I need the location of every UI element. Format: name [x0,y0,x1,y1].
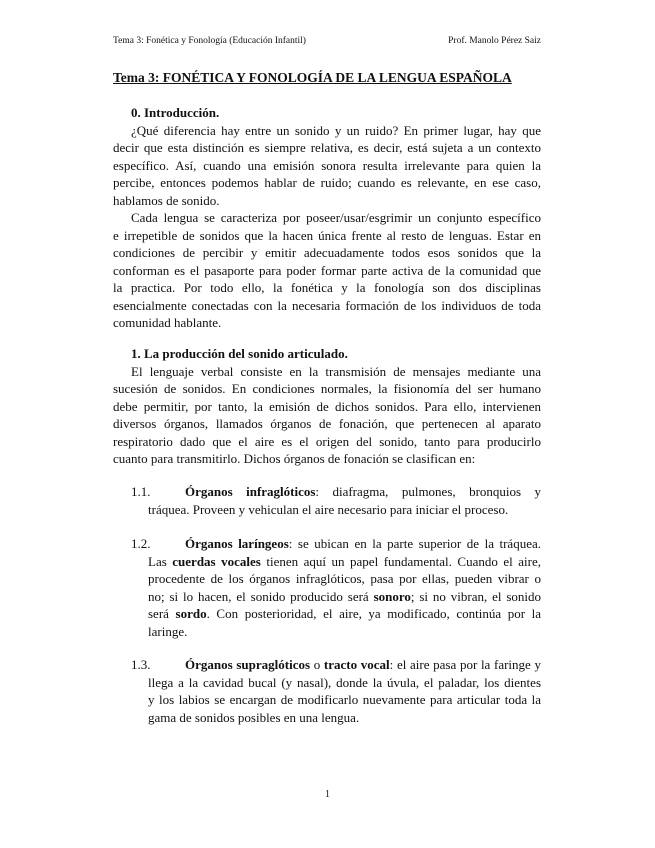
paragraph-line: cuanto para transmitirlo. Dichos órganos de fonación se clasifican en: [113,451,476,466]
running-header-right: Prof. Manolo Pérez Saiz [448,36,541,46]
paragraph-line: la practica. Por todo ello, la fonética y la fonología son dos disciplinas [113,280,541,295]
text-segment: : diafragma, pulmones, bronquios y [315,484,541,499]
paragraph-line: e irrepetible de sonidos que la hacen única frente al resto de lenguas. Estar en [113,227,541,243]
paragraph-line: comunidad hablante. [113,315,222,330]
list-item-line [131,623,541,641]
bold-term: sordo [175,606,207,621]
list-item-laringeos [131,535,541,640]
text-segment: tienen aquí un papel fundamental. Cuando el aire, [260,553,541,569]
paragraph-line: esencialmente conectadas con la necesaria formación de los individuos de toda [113,297,541,313]
text-segment: tráquea. Proveen y vehiculan el aire necesario para iniciar el proceso. [148,501,509,517]
paragraph-line: decir que esta distinción es siempre relativa, es decir, está sujeta a un contexto [113,140,541,155]
list-number: 1.2. [131,536,151,551]
paragraph-line: condiciones de percibir y emitir adecuadamente todos esos sonidos que la [113,245,541,260]
section-heading: 0. Introducción. [131,105,220,120]
text-segment: gama de sonidos posibles en una lengua. [148,709,360,725]
list-item-line [131,483,541,501]
paragraph-line: hablamos de sonido. [113,192,220,208]
text-segment: Las [148,553,173,569]
text-segment: ; si no vibran, el sonido [410,588,542,604]
bold-term: sonoro [373,588,411,604]
paragraph-line: percibe, entonces podemos hablar de ruido; cuando es relevante, en ese caso, [113,175,541,190]
text-segment: o [310,657,324,672]
list-item-line [131,691,541,709]
paragraph-line: respiratorio dado que el aire es el origen del sonido, tanto para producirlo [113,433,541,449]
bold-term: cuerdas vocales [172,553,261,569]
list-item-line [131,709,541,727]
document-title: Tema 3: FONÉTICA Y FONOLOGÍA DE LA LENGUA ESPAÑOLA [113,70,512,85]
paragraph-line: sucesión de sonidos. En condiciones normales, la fisionomía del ser humano [113,381,541,396]
text-segment: llega a la cavidad bucal (y nasal), donde la úvula, el paladar, los dientes [148,674,541,690]
section-introduction [113,104,541,332]
list-item-line [131,588,541,606]
list-item-supragloticos [131,656,541,726]
text-segment: . Con posterioridad, el aire, ya modificado, continúa por la [206,606,541,621]
text-segment: : el aire pasa por la faringe y [389,657,541,672]
section-sound-production [113,345,541,468]
text-segment: será [148,606,176,621]
text-segment: procedente de los órganos infraglóticos, pasa por ellas, pueden vibrar o [148,571,541,586]
text-segment: laringe. [148,623,188,639]
running-header-left: Tema 3: Fonética y Fonología (Educación Infantil) [113,36,306,46]
text-segment: y los labios se encargan de modificarlo nuevamente para articular toda la [148,692,541,707]
paragraph-line: ¿Qué diferencia hay entre un sonido y un ruido? En primer lugar, hay que [131,122,541,138]
list-number: 1.1. [131,484,151,499]
list-item-line [131,535,541,553]
bold-term: Órganos supraglóticos [185,657,311,672]
paragraph-line: debe permitir, por tanto, la emisión de dichos sonidos. Para ello, intervienen [113,398,541,414]
list-item-line [131,501,541,519]
paragraph-line: diversos órganos, llamados órganos de fonación, que pertenecen al aparato [113,416,541,431]
paragraph-line: específico. Así, cuando una emisión sonora resulta irrelevante para quien la [113,157,541,173]
bold-term: Órganos infraglóticos [185,484,316,499]
text-segment: : se ubican en la parte superior de la tráquea. [288,536,541,551]
list-number: 1.3. [131,657,151,672]
bold-term: Órganos laríngeos [185,536,289,551]
list-item-line [131,553,541,571]
paragraph-line: Cada lengua se caracteriza por poseer/usar/esgrimir un conjunto específico [131,210,541,225]
page-number: 1 [325,789,330,800]
text-segment: no; si lo hacen, el sonido producido será [148,588,374,604]
list-item-line [131,674,541,692]
paragraph-line: El lenguaje verbal consiste en la transmisión de mensajes mediante una [131,363,541,379]
list-item-line [131,570,541,588]
paragraph-line: conforman es el pasaporte para poder formar parte activa de la comunidad que [113,262,541,278]
list-item-line [131,605,541,623]
list-item-infragloticos [131,483,541,518]
list-item-line [131,656,541,674]
bold-term: tracto vocal [323,657,390,672]
section-heading: 1. La producción del sonido articulado. [131,346,348,361]
